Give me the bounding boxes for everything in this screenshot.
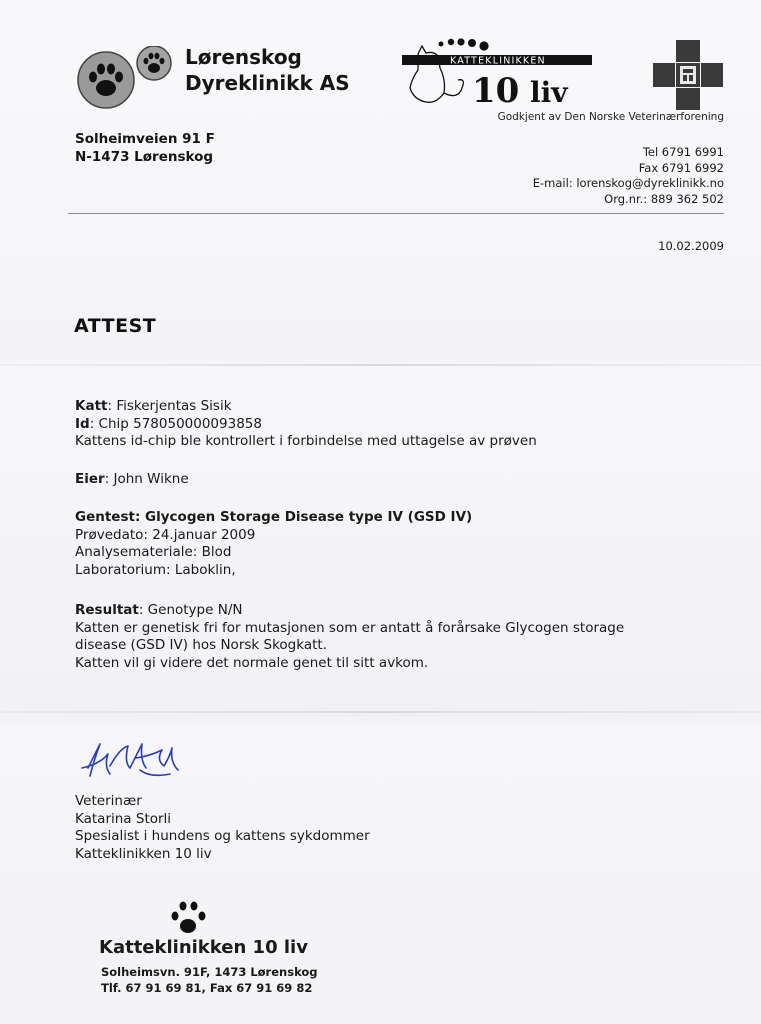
logo-banner-text: KATTEKLINIKKEN — [450, 55, 546, 67]
org-number: Org.nr.: 889 362 502 — [604, 191, 724, 206]
fold-line — [0, 711, 761, 713]
signatory-clinic: Katteklinikken 10 liv — [75, 845, 212, 862]
email: E-mail: lorenskog@dyreklinikk.no — [532, 176, 724, 190]
laboratory: Laboratorium: Laboklin, — [75, 561, 236, 578]
cat-line: Katt: Fiskerjentas Sisik — [75, 398, 232, 414]
sample-material: Analysemateriale: Blod — [75, 544, 232, 560]
paw-logo-icon — [76, 46, 176, 110]
signatory-role: Spesialist i hundens og kattens sykdommer — [75, 828, 370, 844]
sample-date: Prøvedato: 24.januar 2009 — [75, 526, 256, 543]
fax: Fax 6791 6992 — [638, 160, 724, 175]
id-check-line: Kattens id-chip ble kontrollert i forbindelse med uttagelse av prøven — [75, 433, 537, 449]
document-date: 10.02.2009 — [658, 239, 724, 253]
katteklinikken-logo — [400, 38, 600, 110]
approval-text: Godkjent av Den Norske Veterinærforening — [497, 111, 724, 123]
vet-association-cross-icon — [653, 40, 723, 110]
owner-section — [75, 471, 189, 489]
signatory-name: Katarina Storli — [75, 810, 172, 827]
document-title: ATTEST — [74, 315, 157, 337]
result-line: Resultat: Genotype N/N — [75, 602, 243, 618]
logo-number-text: 10 — [472, 71, 520, 110]
result-text-2: disease (GSD IV) hos Norsk Skogkatt. — [75, 637, 327, 653]
signatory-title: Veterinær — [75, 793, 142, 809]
clinic-address: Solheimveien 91 F N-1473 Lørenskog — [75, 131, 215, 165]
result-section — [75, 602, 624, 672]
phone: Tel 6791 6991 — [642, 145, 724, 159]
stamp-clinic-name: Katteklinikken 10 liv — [99, 937, 308, 958]
logo-word-text: liv — [530, 76, 568, 109]
result-text-1: Katten er genetisk fri for mutasjonen som er antatt å forårsake Glycogen storage — [75, 619, 625, 636]
result-text-3: Katten vil gi videre det normale genet til sitt avkom. — [75, 654, 429, 671]
signatory-section — [75, 793, 370, 863]
clinic-name: Lørenskog Dyreklinikk AS — [185, 45, 350, 95]
id-line: Id: Chip 578050000093858 — [75, 415, 262, 432]
handwritten-signature — [80, 738, 190, 782]
gentest-heading: Gentest: Glycogen Storage Disease type IV (GSD IV) — [75, 509, 473, 525]
header-divider — [68, 213, 724, 214]
paw-stamp-icon — [166, 896, 210, 936]
cat-section — [75, 398, 537, 451]
fold-line — [0, 364, 761, 366]
owner-line: Eier: John Wikne — [75, 471, 189, 487]
gentest-section — [75, 509, 472, 579]
stamp-address: Solheimsvn. 91F, 1473 Lørenskog Tlf. 67 91 69 81, Fax 67 91 69 82 — [101, 965, 318, 995]
contact-info — [533, 145, 724, 207]
